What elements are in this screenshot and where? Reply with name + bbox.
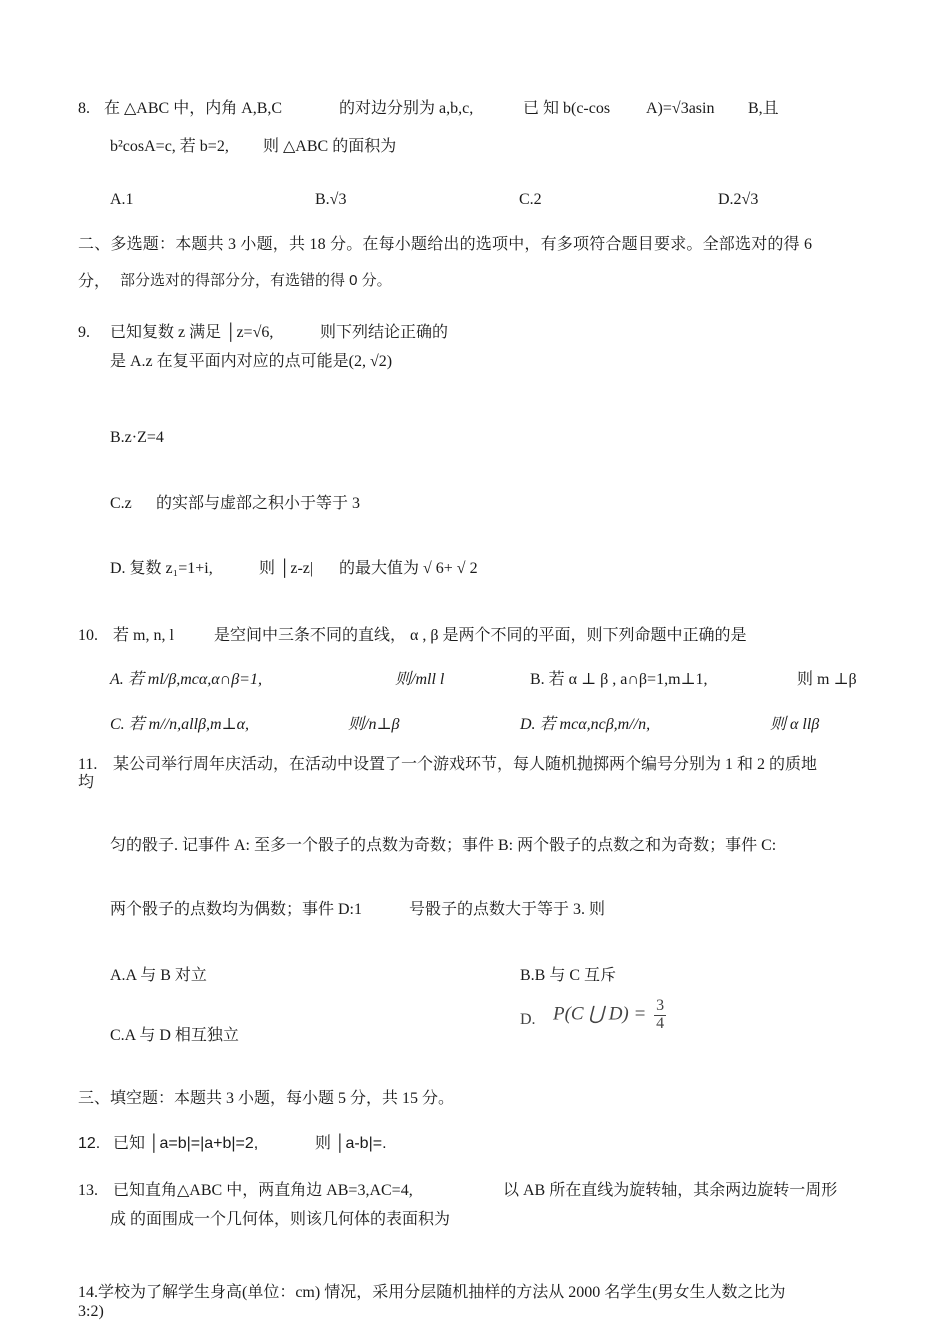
q9-stem-a: 已知复数 z 满足 │z=√6, bbox=[110, 324, 274, 341]
section2-heading-line2-b: 部分选对的得部分分，有选错的得 0 分。 bbox=[120, 272, 392, 289]
q8-option-d: D.2√3 bbox=[718, 191, 759, 208]
q13-number: 13. bbox=[78, 1182, 98, 1199]
q11-line1: 某公司举行周年庆活动，在活动中设置了一个游戏环节，每人随机抛掷两个编号分别为 1 和 2 的质地 bbox=[113, 756, 818, 773]
q9-option-c-label: C.z bbox=[110, 495, 132, 512]
q11-line1-wrap: 均 bbox=[78, 774, 95, 791]
q10-option-a-b: 则/mll l bbox=[395, 671, 445, 688]
q8-stem-line2-b: 则 △ABC 的面积为 bbox=[263, 138, 397, 155]
q8-stem-line2-a: b²cosA=c, 若 b=2, bbox=[110, 138, 229, 155]
q8-option-b: B.√3 bbox=[315, 191, 347, 208]
q12-stem-b: 则 │a-b|=. bbox=[315, 1135, 387, 1152]
fraction-denominator: 4 bbox=[656, 1014, 665, 1032]
q11-option-d-label: D. bbox=[520, 1011, 536, 1028]
q10-option-c-b: 则/n⊥β bbox=[348, 716, 400, 733]
fraction bbox=[654, 998, 666, 1033]
q8-option-a: A.1 bbox=[110, 191, 134, 208]
q13-line1-a: 已知直角△ABC 中，两直角边 AB=3,AC=4, bbox=[113, 1182, 413, 1199]
q11-option-d-formula bbox=[553, 998, 666, 1033]
q8-stem-part5: B,且 bbox=[748, 100, 779, 117]
section2-heading-line2-a: 分， bbox=[78, 273, 111, 290]
q9-option-b: B.z·Z=4 bbox=[110, 429, 164, 446]
q10-stem-b: 是空间中三条不同的直线， α , β 是两个不同的平面，则下列命题中正确的是 bbox=[214, 627, 747, 644]
q8-stem-part2: 的对边分别为 a,b,c, bbox=[339, 100, 474, 117]
q8-stem-part4: A)=√3asin bbox=[646, 100, 715, 117]
q9-option-c-text: 的实部与虚部之积小于等于 3 bbox=[156, 495, 361, 512]
q11-option-d-expression: P(C ⋃ D) = bbox=[553, 1003, 647, 1025]
q11-line2: 匀的骰子. 记事件 A: 至多一个骰子的点数为奇数；事件 B: 两个骰子的点数之和为奇数；事件 C: bbox=[110, 837, 777, 854]
q14-line2: 3:2) bbox=[78, 1303, 104, 1320]
q11-line3-b: 号骰子的点数大于等于 3. 则 bbox=[409, 901, 606, 918]
q11-option-b: B.B 与 C 互斥 bbox=[520, 967, 617, 984]
section2-heading-line1: 二、多选题：本题共 3 小题，共 18 分。在每小题给出的选项中，有多项符合题目要求。全部选对的得 6 bbox=[78, 236, 813, 253]
q10-option-b-a: B. 若 α ⊥ β , a∩β=1,m⊥1, bbox=[530, 671, 708, 688]
q10-option-c-a: C. 若 m//n,allβ,m⊥α, bbox=[110, 716, 249, 733]
q9-option-a: 是 A.z 在复平面内对应的点可能是(2, √2) bbox=[110, 353, 393, 370]
q11-option-c: C.A 与 D 相互独立 bbox=[110, 1027, 239, 1044]
q8-stem-part3: 已 知 b(c-cos bbox=[523, 100, 611, 117]
q11-line3-a: 两个骰子的点数均为偶数；事件 D:1 bbox=[110, 901, 363, 918]
q10-number: 10. bbox=[78, 627, 98, 644]
q10-option-d-a: D. 若 mcα,ncβ,m//n, bbox=[520, 716, 651, 733]
q11-option-a: A.A 与 B 对立 bbox=[110, 967, 207, 984]
fraction-numerator: 3 bbox=[656, 997, 665, 1014]
q9-option-d-b: 则 │z-z| bbox=[259, 560, 314, 577]
q12-stem-a: 已知 │a=b|=|a+b|=2, bbox=[113, 1135, 259, 1152]
q10-option-d-b: 则 α llβ bbox=[770, 716, 820, 733]
q10-option-a-a: A. 若 ml/β,mcα,α∩β=1, bbox=[110, 671, 262, 688]
q9-option-d-a: D. 复数 z₁=1+i, bbox=[110, 560, 213, 577]
q9-stem-b: 则下列结论正确的 bbox=[320, 324, 449, 341]
q8-stem-part1: 在 △ABC 中，内角 A,B,C bbox=[104, 100, 283, 117]
q10-stem-a: 若 m, n, l bbox=[113, 627, 174, 644]
section3-heading: 三、填空题：本题共 3 小题，每小题 5 分，共 15 分。 bbox=[78, 1090, 455, 1107]
q9-number: 9. bbox=[78, 324, 90, 341]
q8-option-c: C.2 bbox=[519, 191, 542, 208]
q12-number: 12. bbox=[78, 1135, 101, 1152]
q10-option-b-b: 则 m ⊥β bbox=[797, 671, 857, 688]
q13-line2: 成 的面围成一个几何体，则该几何体的表面积为 bbox=[110, 1211, 451, 1228]
q13-line1-b: 以 AB 所在直线为旋转轴，其余两边旋转一周形 bbox=[503, 1182, 838, 1199]
q11-number: 11. bbox=[78, 756, 98, 773]
q14-line1: 14.学校为了解学生身高(单位：cm) 情况，采用分层随机抽样的方法从 2000 名学生(男女生人数之比为 bbox=[78, 1284, 786, 1301]
q9-option-d-c: 的最大值为 √ 6+ √ 2 bbox=[339, 560, 478, 577]
q8-number: 8. bbox=[78, 100, 90, 117]
